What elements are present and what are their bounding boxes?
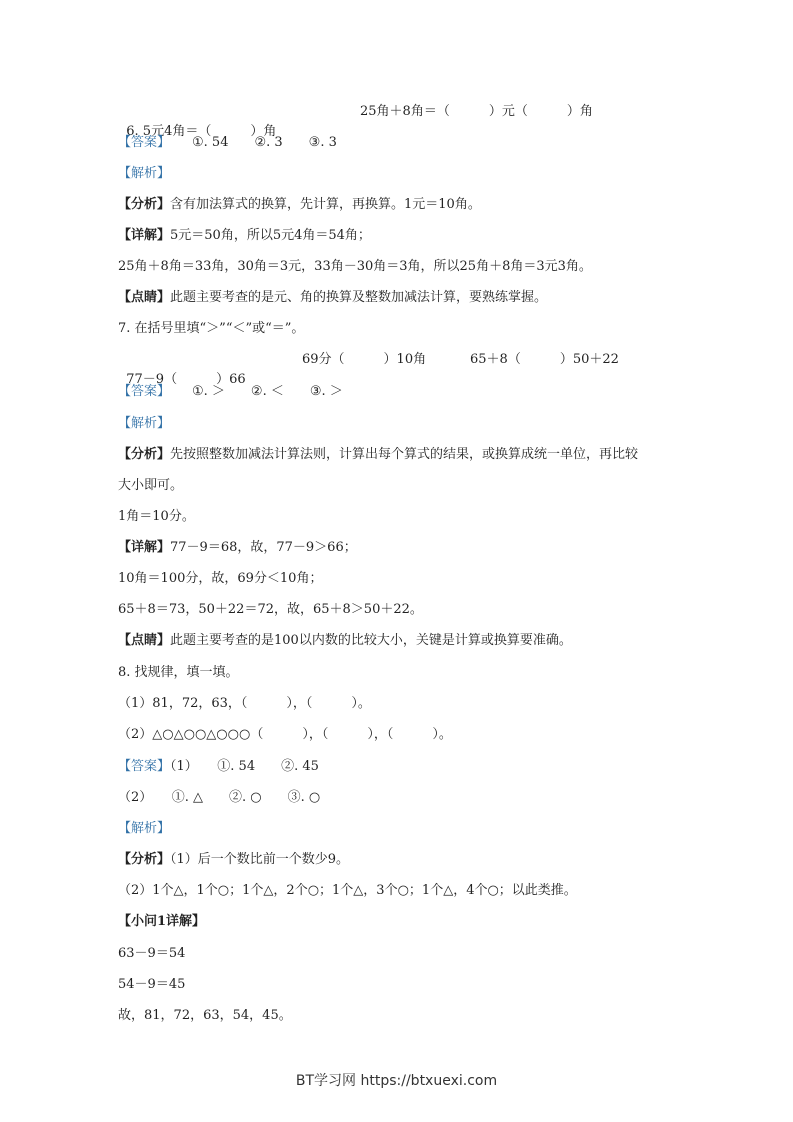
q8-conclusion: 故，81，72，63，54，45。 <box>118 1008 292 1023</box>
q6-xiangjie2: 25角＋8角＝33角，30角＝3元，33角－30角＝3角，所以25角＋8角＝3元3角。 <box>118 259 592 274</box>
analysis-tag: 【解析】 <box>118 416 171 431</box>
q6-left: 6. 5元4角＝（ ）角 <box>126 124 277 139</box>
xiangjie-tag: 【详解】 <box>118 540 171 555</box>
answer-tag: 【答案】 <box>118 759 171 774</box>
q8-sub1: （1）81，72，63，（ ），（ ）。 <box>118 696 371 711</box>
answer-text: （1） ①. 54 ②. 45 <box>170 759 319 774</box>
q6-dianjing <box>118 288 547 308</box>
q8-title: 8. 找规律，填一填。 <box>118 665 239 680</box>
q8-fenxi2: （2）1个△，1个○；1个△，2个○；1个△，3个○；1个△，4个○；以此类推。 <box>118 883 577 898</box>
analysis-tag: 【解析】 <box>118 166 171 181</box>
q7-title: 7. 在括号里填“＞”“＜”或“＝”。 <box>118 321 305 336</box>
q7-xiangjie2: 10角＝100分，故，69分＜10角； <box>118 571 323 586</box>
dianjing-tag: 【点睛】 <box>118 633 171 648</box>
q8-calc2: 54－9＝45 <box>118 977 186 992</box>
q7-item2: 69分（ ）10角 <box>302 352 427 367</box>
q6-line <box>118 102 593 139</box>
fenxi-text: （1）后一个数比前一个数少9。 <box>170 852 350 867</box>
analysis-tag: 【解析】 <box>118 821 171 836</box>
xiangjie-text: 5元＝50角，所以5元4角＝54角； <box>170 228 371 243</box>
xiangjie-tag: 【详解】 <box>118 228 171 243</box>
q7-fenxi2: 大小即可。 <box>118 478 184 493</box>
q7-xiangjie3: 65＋8＝73，50＋22＝72，故，65＋8＞50＋22。 <box>118 602 423 617</box>
answer-tag: 【答案】 <box>118 384 171 399</box>
fenxi-tag: 【分析】 <box>118 447 171 462</box>
fenxi-tag: 【分析】 <box>118 852 171 867</box>
fenxi-text: 先按照整数加减法计算法则，计算出每个算式的结果，或换算成统一单位，再比较 <box>170 447 639 462</box>
q7-fenxi3: 1角＝10分。 <box>118 509 195 524</box>
footer-watermark: BT学习网 https://btxuexi.com <box>295 1073 498 1089</box>
q6-right: 25角＋8角＝（ ）元（ ）角 <box>360 104 593 119</box>
q6-answer <box>118 133 337 153</box>
answer-text: ①. 54 ②. 3 ③. 3 <box>192 135 337 150</box>
q8-sub2: （2）△○△○○△○○○（ ），（ ），（ ）。 <box>118 727 452 742</box>
q7-items <box>118 350 619 387</box>
q7-item3: 65＋8（ ）50＋22 <box>470 352 619 367</box>
q8-fenxi <box>118 850 349 870</box>
dianjing-text: 此题主要考查的是元、角的换算及整数加减法计算，要熟练掌握。 <box>170 290 548 305</box>
answer-text: ①. ＞ ②. ＜ ③. ＞ <box>192 384 343 399</box>
q7-dianjing <box>118 631 572 651</box>
q8-answer2: （2） ①. △ ②. ○ ③. ○ <box>118 790 321 805</box>
dianjing-text: 此题主要考查的是100以内数的比较大小，关键是计算或换算要准确。 <box>170 633 572 648</box>
answer-tag: 【答案】 <box>118 135 171 150</box>
xiaowen-tag: 【小问1详解】 <box>118 914 206 929</box>
fenxi-text: 含有加法算式的换算，先计算，再换算。1元＝10角。 <box>170 197 481 212</box>
fenxi-tag: 【分析】 <box>118 197 171 212</box>
q7-item1: 77－9（ ）66 <box>126 372 246 387</box>
q7-fenxi <box>118 445 638 465</box>
q8-calc1: 63－9＝54 <box>118 946 186 961</box>
q7-xiangjie <box>118 538 357 558</box>
q6-xiangjie <box>118 226 371 246</box>
q7-answer <box>118 382 343 402</box>
q8-answer1 <box>118 757 319 777</box>
q6-fenxi <box>118 195 481 215</box>
xiangjie-text: 77－9＝68，故，77－9＞66； <box>170 540 357 555</box>
dianjing-tag: 【点睛】 <box>118 290 171 305</box>
